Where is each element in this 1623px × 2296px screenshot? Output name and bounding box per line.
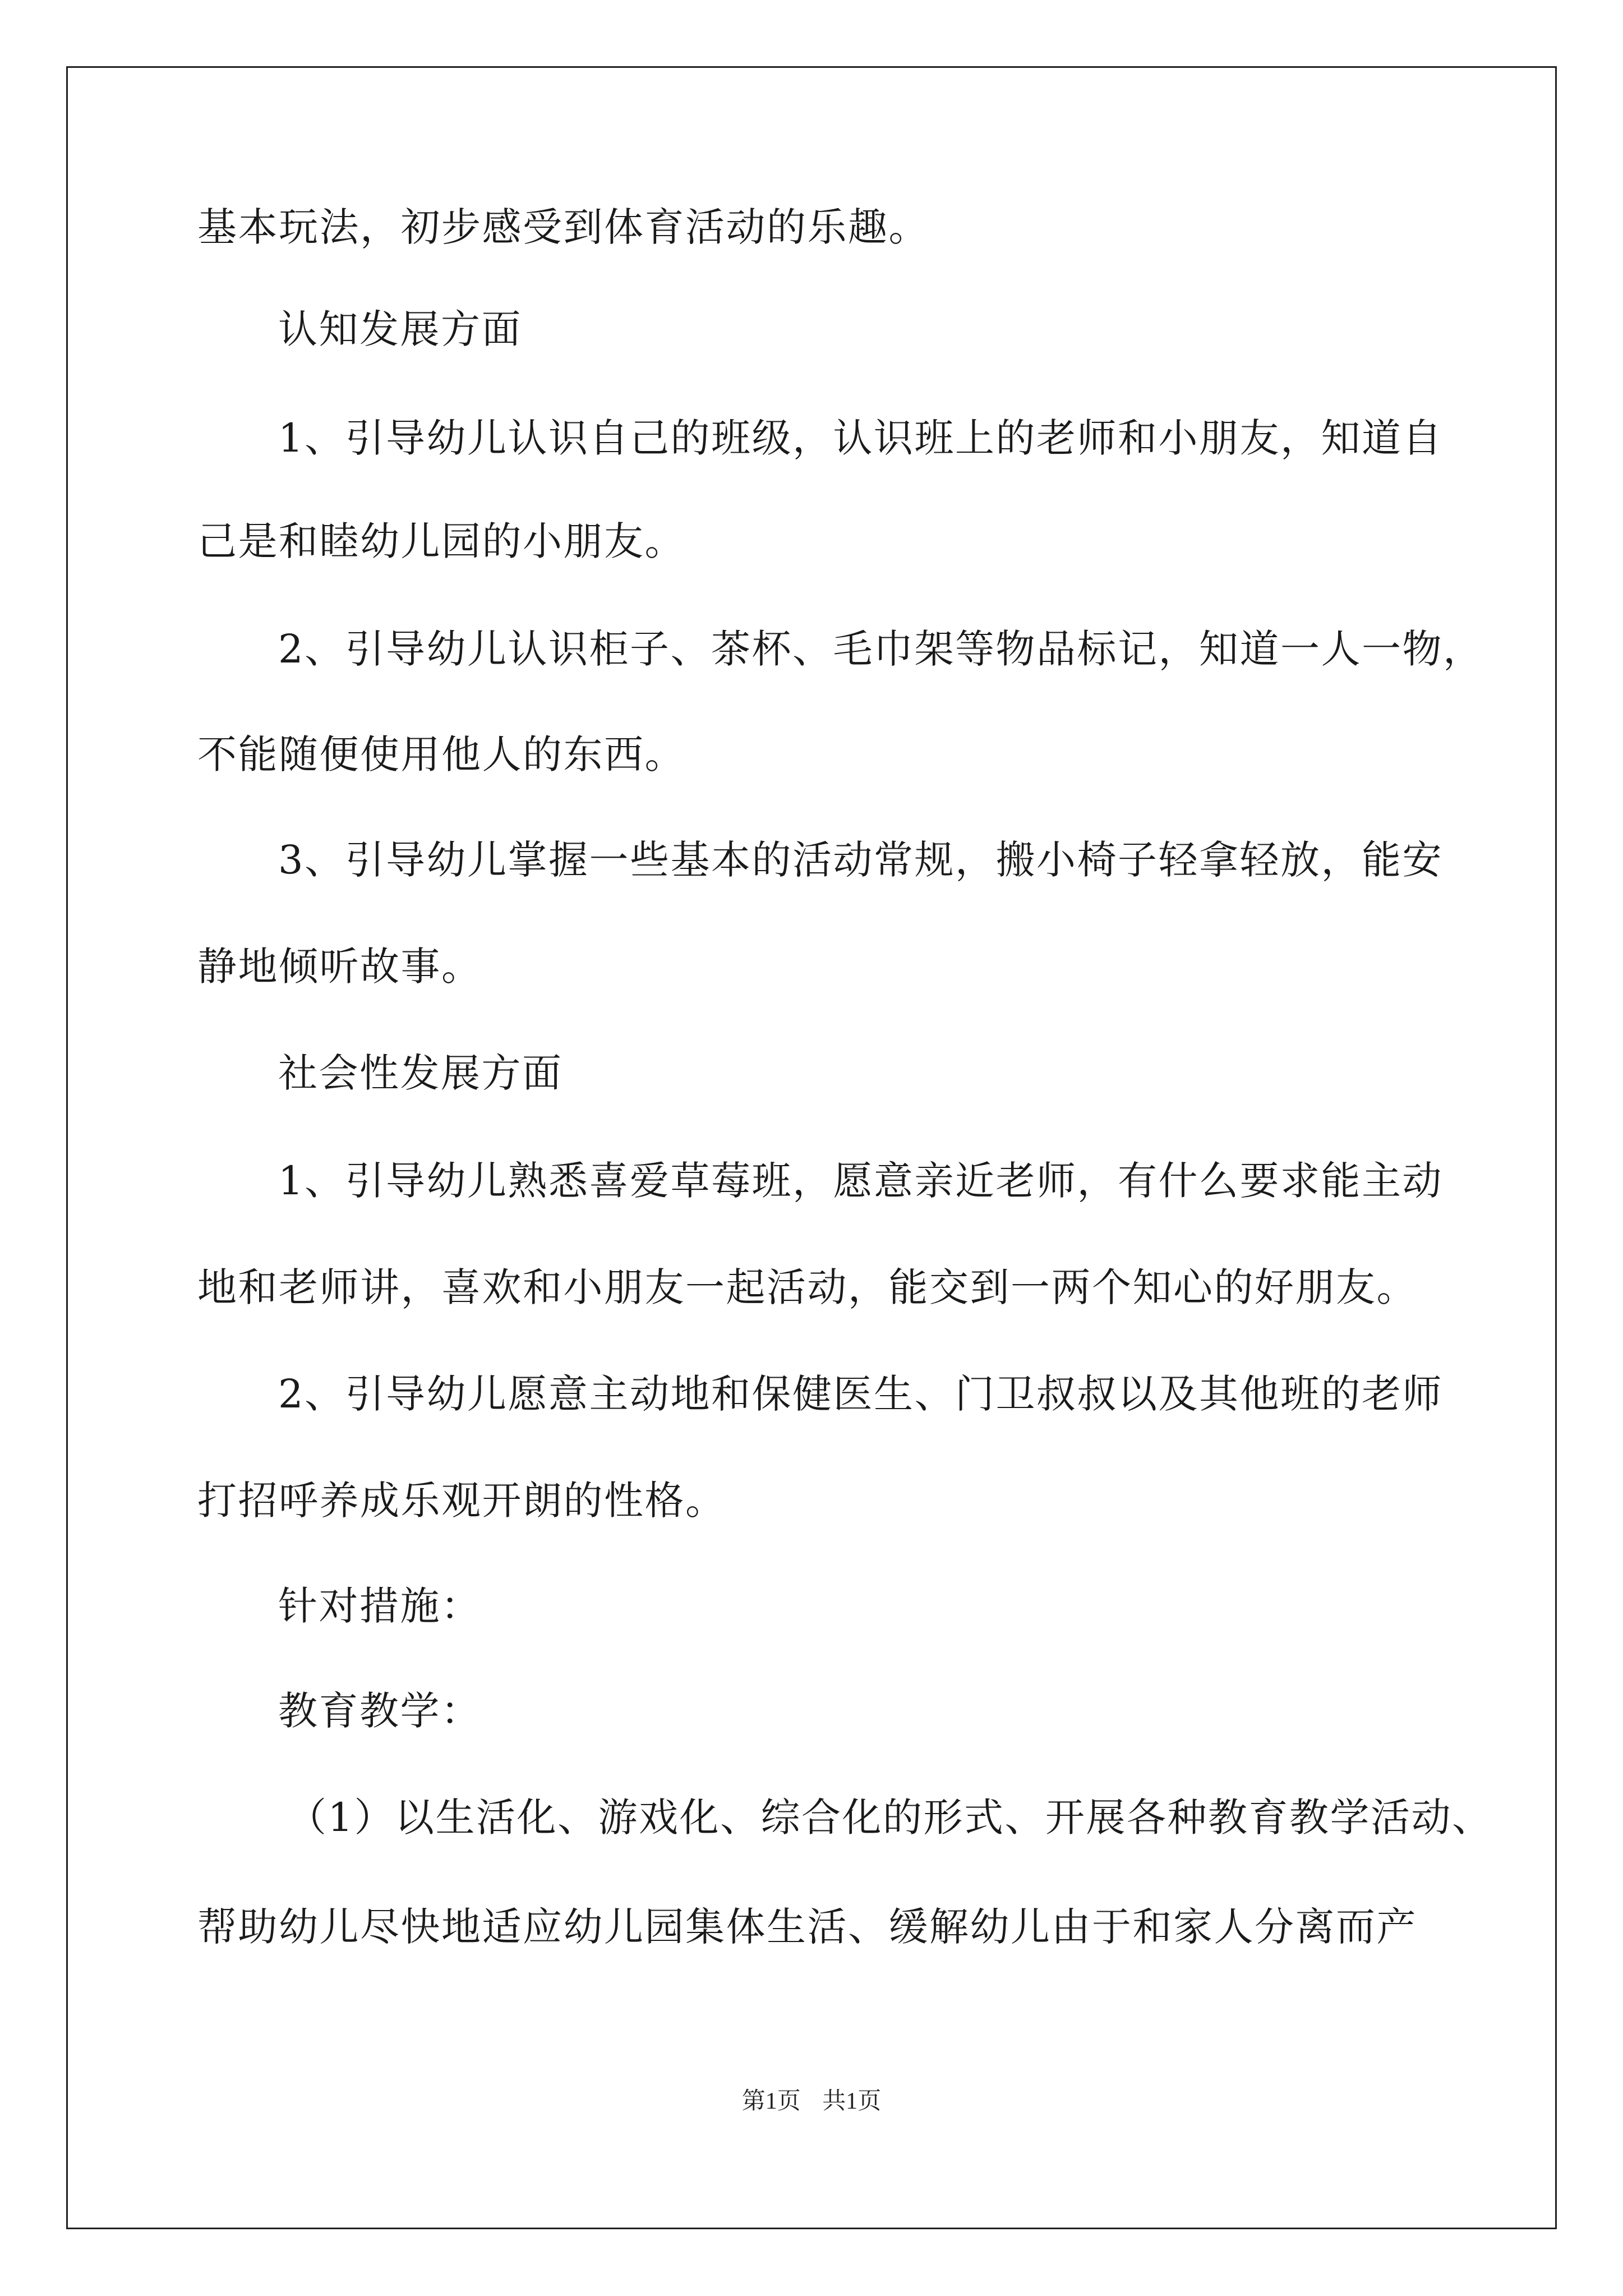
page-number: 第1页: [741, 2088, 801, 2114]
text-line-4: 己是和睦幼儿园的小朋友。: [197, 518, 685, 564]
text-line-1: 基本玩法，初步感受到体育活动的乐趣。: [197, 204, 929, 250]
text-line-3: 1、引导幼儿认识自己的班级，认识班上的老师和小朋友，知道自: [278, 415, 1444, 461]
section-heading-cognitive: 认知发展方面: [278, 306, 522, 352]
text-line-5: 2、引导幼儿认识柜子、茶杯、毛巾架等物品标记，知道一人一物，: [278, 626, 1484, 672]
text-line-6: 不能随便使用他人的东西。: [197, 731, 685, 777]
text-line-10: 1、引导幼儿熟悉喜爱草莓班，愿意亲近老师，有什么要求能主动: [278, 1158, 1444, 1204]
page-total: 共1页: [822, 2088, 882, 2114]
section-heading-teaching: 教育教学：: [278, 1688, 482, 1734]
text-line-17: 帮助幼儿尽快地适应幼儿园集体生活、缓解幼儿由于和家人分离而产: [197, 1904, 1417, 1950]
section-heading-measures: 针对措施：: [278, 1583, 482, 1629]
text-line-13: 打招呼养成乐观开朗的性格。: [197, 1478, 726, 1524]
text-line-16: （1）以生活化、游戏化、综合化的形式、开展各种教育教学活动、: [287, 1795, 1493, 1841]
section-heading-social: 社会性发展方面: [278, 1050, 563, 1096]
text-line-11: 地和老师讲，喜欢和小朋友一起活动，能交到一两个知心的好朋友。: [197, 1264, 1417, 1310]
page-footer: [0, 2086, 1623, 2117]
text-line-8: 静地倾听故事。: [197, 944, 482, 990]
text-line-12: 2、引导幼儿愿意主动地和保健医生、门卫叔叔以及其他班的老师: [278, 1371, 1444, 1417]
text-line-7: 3、引导幼儿掌握一些基本的活动常规，搬小椅子轻拿轻放，能安: [278, 837, 1444, 883]
